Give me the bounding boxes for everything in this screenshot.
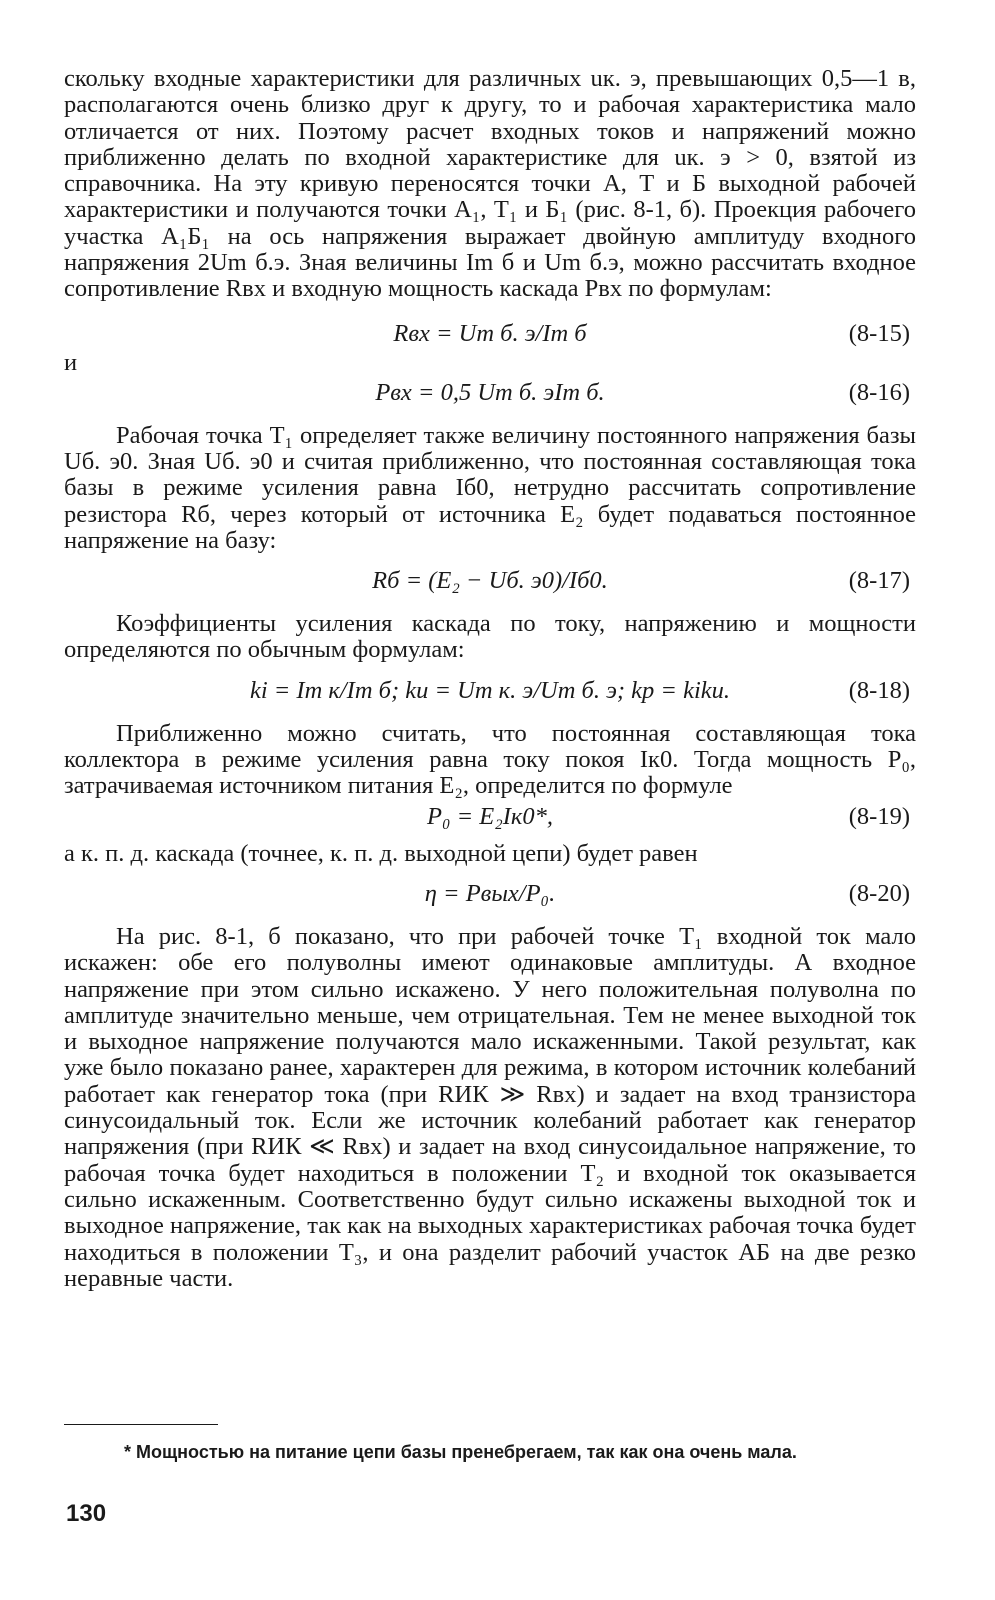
equation-number: (8-20) xyxy=(848,879,910,907)
equation-number: (8-15) xyxy=(848,319,910,347)
footnote-divider xyxy=(64,1424,218,1425)
equation-formula: ki = Im к/Im б; ku = Um к. э/Um б. э; kp = kiku. xyxy=(249,676,731,704)
equation-8-18 xyxy=(64,674,916,707)
footnote: * Мощностью на питание цепи базы пренебрегаем, так как она очень мала. xyxy=(124,1442,797,1462)
equation-8-16 xyxy=(64,376,916,409)
paragraph-1: скольку входные характеристики для различных uк. э, превышающих 0,5—1 в, располагаются очень близко друг к другу, то и рабочая характеристика мало отличается от них. Поэтому расчет входных токов и напряжений можно приближенно делать по входной характеристике для uк. э > 0, взятой из справочника. На эту кривую переносятся точки А, Т и Б выходной рабочей характеристики и получаются точки А₁, Т₁ и Б₁ (рис. 8-1, б). Проекция рабочего участка А₁Б₁ на ось напряжения выражает двойную амплитуду входного напряжения 2Um б.э. Зная величины Im б и Um б.э, можно рассчитать входное сопротивление Rвх и входную мощность каскада Pвх по формулам: xyxy=(64,65,916,303)
equation-formula: P₀ = E₂Iк0*, xyxy=(427,802,553,830)
paragraph-5: а к. п. д. каскада (точнее, к. п. д. выходной цепи) будет равен xyxy=(64,839,698,867)
equation-number: (8-17) xyxy=(848,567,910,595)
equation-number: (8-19) xyxy=(848,802,910,830)
connector-word: и xyxy=(64,348,78,376)
paragraph-4: Приближенно можно считать, что постоянная составляющая тока коллектора в режиме усиления равна току покоя Iк0. Тогда мощность P₀, затрачиваемая источником питания E₂, определится по формуле xyxy=(64,719,916,800)
page-number: 130 xyxy=(66,1500,107,1527)
equation-number: (8-18) xyxy=(848,676,910,704)
equation-formula: Rб = (E₂ − Uб. э0)/Iб0. xyxy=(372,567,608,595)
equation-formula: η = Pвых/P₀. xyxy=(424,879,556,907)
equation-8-17 xyxy=(64,564,916,597)
equation-8-19 xyxy=(64,800,916,833)
equation-formula: Pвх = 0,5 Um б. эIm б. xyxy=(375,378,605,406)
equation-8-15 xyxy=(64,317,916,350)
equation-formula: Rвх = Um б. э/Im б xyxy=(393,319,587,347)
equation-8-20 xyxy=(64,877,916,910)
page-body xyxy=(64,66,916,1292)
paragraph-2: Рабочая точка Т₁ определяет также величину постоянного напряжения базы Uб. э0. Зная Uб. э0 и считая приближенно, что постоянная составляющая тока базы в режиме усиления равна Iб0, нетрудно рассчитать сопротивление резистора Rб, через который от источника E₂ будет подаваться постоянное напряжение на базу: xyxy=(64,421,916,554)
paragraph-6: На рис. 8-1, б показано, что при рабочей точке Т₁ входной ток мало искажен: обе его полуволны имеют одинаковые амплитуды. А входное напряжение при этом сильно искажено. У него положительная полуволна по амплитуде значительно меньше, чем отрицательная. Тем не менее выходной ток и выходное напряжение получаются мало искаженными. Такой результат, как уже было показано ранее, характерен для режима, в котором источник колебаний работает как генератор тока (при RИК ≫ Rвх) и задает на вход транзистора синусоидальный ток. Если же источник колебаний работает как генератор напряжения (при RИК ≪ Rвх) и задает на вход синусоидальное напряжение, то рабочая точка будет находиться в положении Т₂ и входной ток оказывается сильно искаженным. Соответственно будут сильно искажены выходной ток и выходное напряжение, так как на выходных характеристиках рабочая точка будет находиться в положении Т₃, и она разделит рабочий участок АБ на две резко неравные части. xyxy=(64,922,916,1292)
equation-number: (8-16) xyxy=(848,378,910,406)
paragraph-3: Коэффициенты усиления каскада по току, напряжению и мощности определяются по обычным формулам: xyxy=(64,610,916,664)
